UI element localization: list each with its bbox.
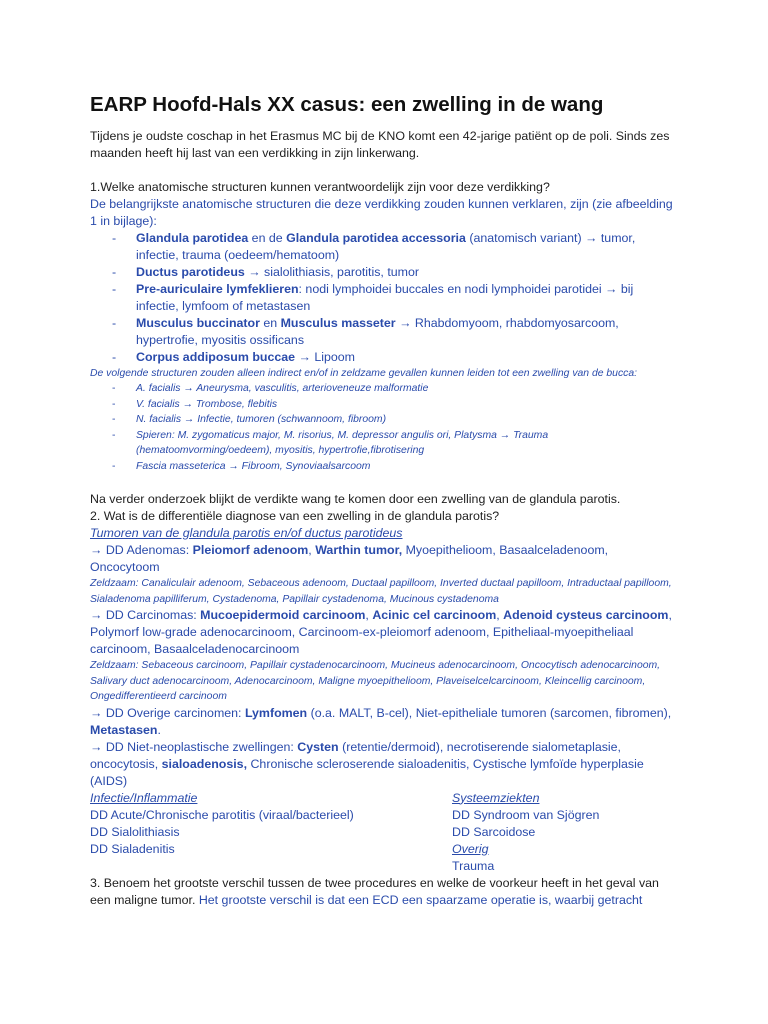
list-item: DD Sialadenitis: [90, 841, 175, 856]
list-item: - Spieren: M. zygomaticus major, M. risorius, M. depressor angulis ori, Platysma → Trauma (hematoomvorming/oedeem), myositis, hypertrofie,fibrotisering: [90, 428, 678, 459]
dd-adenomas: → DD Adenomas: Pleiomorf adenoom, Warthin tumor, Myoepithelioom, Basaalceladenoom, Oncocytoom: [90, 543, 609, 575]
list-item: DD Acute/Chronische parotitis (viraal/bacterieel): [90, 807, 354, 822]
indirect-structures-intro: De volgende structuren zouden alleen indirect en/of in zeldzame gevallen kunnen leiden tot een zwelling van de bucca:: [90, 367, 638, 379]
other-heading: Overig: [452, 841, 489, 856]
list-item: DD Syndroom van Sjögren: [452, 807, 600, 822]
question-1: 1.Welke anatomische structuren kunnen verantwoordelijk zijn voor deze verdikking?: [90, 179, 550, 194]
list-item: DD Sialolithiasis: [90, 824, 180, 839]
spacer: [90, 474, 678, 491]
indirect-structures-list: [90, 381, 678, 474]
answer-1-intro: De belangrijkste anatomische structuren die deze verdikking zouden kunnen verklaren, zijn (zie afbeelding 1 in bijlage):: [90, 196, 673, 228]
spacer: [90, 162, 678, 179]
tumors-heading: Tumoren van de glandula parotis en/of ductus parotideus: [90, 526, 403, 541]
list-item: - Pre-auriculaire lymfeklieren: nodi lymphoidei buccales en nodi lymphoidei parotidei → bij infectie, lymfoom of metastasen: [90, 281, 678, 315]
adenomas-rare: Zeldzaam: Canaliculair adenoom, Sebaceous adenoom, Ductaal papilloom, Inverted ductaal papilloom, Intraductaal papilloom, Sialadenoma papilliferum, Cystadenoma, Papillair cystadenoma, Mucinous cystadenoma: [90, 578, 672, 605]
list-item: - V. facialis → Trombose, flebitis: [90, 397, 678, 413]
infection-heading: Infectie/Inflammatie: [90, 790, 198, 805]
list-item: - A. facialis → Aneurysma, vasculitis, arterioveneuze malformatie: [90, 381, 678, 397]
answer-3: Het grootste verschil is dat een ECD een spaarzame operatie is, waarbij getracht: [195, 892, 643, 907]
question-3: 3. Benoem het grootste verschil tussen de twee procedures en welke de voorkeur heeft in het geval van een maligne tumor. Het grootste verschil is dat een ECD een spaarzame operatie is, waarbij getracht: [90, 875, 659, 907]
carcinomas-rare: Zeldzaam: Sebaceous carcinoom, Papillair cystadenocarcinoom, Mucineus adenocarcinoom, Oncocytisch adenocarcinoom, Salivary duct adenocarcinoom, Adenocarcinoom, Maligne myoepithelioom, Plaveiselcelcarcinoom, Kleincellig carcinoom, Ongedifferentieerd carcinoom: [90, 660, 661, 703]
systemic-heading: Systeemziekten: [452, 790, 540, 805]
dd-non-neoplastic: → DD Niet-neoplastische zwellingen: Cysten (retentie/dermoid), necrotiserende sialometaplasie, oncocytosis, sialoadenosis, Chronische scleroserende sialoadenitis, Cystische lymfoïde hyperplasie (AIDS): [90, 739, 644, 788]
list-item: - N. facialis → Infectie, tumoren (schwannoom, fibroom): [90, 412, 678, 428]
list-item: Trauma: [452, 858, 495, 873]
dd-other-carcinomas: → DD Overige carcinomen: Lymfomen (o.a. MALT, B-cel), Niet-epitheliale tumoren (sarcomen, fibromen), Metastasen.: [90, 705, 672, 737]
dd-carcinomas: → DD Carcinomas: Mucoepidermoid carcinoom, Acinic cel carcinoom, Adenoid cysteus carcinoom, Polymorf low-grade adenocarcinoom, Carcinoom-ex-pleiomorf adenoom, Epitheliaal-myoepitheliaal carcinoom, Basaalceladenocarcinoom: [90, 608, 672, 657]
intro-paragraph: Tijdens je oudste coschap in het Erasmus MC bij de KNO komt een 42-jarige patiënt op de poli. Sinds zes maanden heeft hij last van een verdikking in zijn linkerwang.: [90, 128, 670, 160]
anatomy-list: [90, 230, 678, 366]
document-title: EARP Hoofd-Hals XX casus: een zwelling in de wang: [90, 93, 604, 116]
list-item: - Glandula parotidea en de Glandula parotidea accessoria (anatomisch variant) → tumor, infectie, trauma (oedeem/hematoom): [90, 230, 678, 264]
dd-two-columns: [90, 790, 678, 875]
list-item: - Corpus addiposum buccae → Lipoom: [90, 349, 678, 366]
systemic-column: [452, 790, 678, 875]
question-2: 2. Wat is de differentiële diagnose van een zwelling in de glandula parotis?: [90, 509, 500, 524]
finding-paragraph: Na verder onderzoek blijkt de verdikte wang te komen door een zwelling van de glandula parotis.: [90, 492, 621, 507]
list-item: - Fascia masseterica → Fibroom, Synoviaalsarcoom: [90, 459, 678, 475]
infection-column: [90, 790, 452, 875]
list-item: DD Sarcoidose: [452, 824, 536, 839]
list-item: - Musculus buccinator en Musculus masseter → Rhabdomyoom, rhabdomyosarcoom, hypertrofie, myositis ossificans: [90, 315, 678, 349]
list-item: - Ductus parotideus → sialolithiasis, parotitis, tumor: [90, 264, 678, 281]
